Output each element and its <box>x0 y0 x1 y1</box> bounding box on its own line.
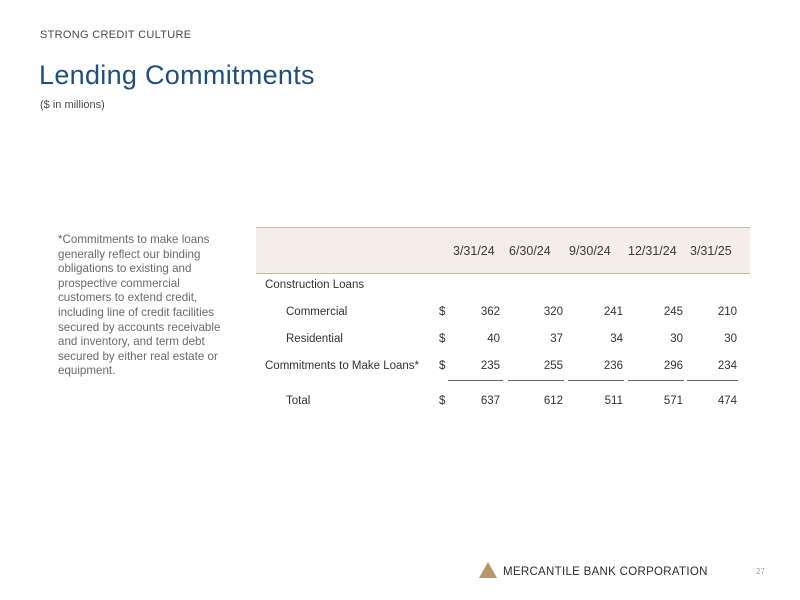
currency-symbol: $ <box>439 306 446 318</box>
row-label: Residential <box>286 333 343 345</box>
cell-value: 34 <box>610 333 623 345</box>
cell-value: 210 <box>717 306 737 318</box>
cell-value: 637 <box>480 395 500 407</box>
cell-value: 362 <box>480 306 500 318</box>
row-label: Commitments to Make Loans* <box>265 360 420 372</box>
cell-value: 37 <box>550 333 563 345</box>
cell-value: 511 <box>604 395 623 407</box>
table-row <box>256 333 750 353</box>
table-section-label: Construction Loans <box>265 279 365 291</box>
page-subtitle: ($ in millions) <box>40 99 105 111</box>
page-title: Lending Commitments <box>39 60 315 90</box>
row-label: Total <box>286 395 311 407</box>
row-label: Commercial <box>286 306 348 318</box>
cell-value: 235 <box>480 360 500 372</box>
cell-value: 241 <box>603 306 623 318</box>
cell-value: 236 <box>603 360 623 372</box>
subtotal-underline <box>508 380 564 381</box>
cell-value: 296 <box>663 360 683 372</box>
column-header: 3/31/24 <box>453 244 495 258</box>
subtotal-underline <box>628 380 684 381</box>
subtotal-underline <box>568 380 624 381</box>
column-header: 6/30/24 <box>509 244 551 258</box>
cell-value: 320 <box>543 306 563 318</box>
mountain-logo-icon <box>479 562 497 578</box>
table-row <box>256 360 750 380</box>
subtotal-underline <box>448 380 503 381</box>
column-header: 12/31/24 <box>628 244 677 258</box>
table-row-total <box>256 395 750 415</box>
cell-value: 234 <box>717 360 737 372</box>
cell-value: 30 <box>724 333 737 345</box>
cell-value: 40 <box>487 333 500 345</box>
column-header: 9/30/24 <box>569 244 611 258</box>
cell-value: 612 <box>543 395 563 407</box>
brand-name: MERCANTILE BANK CORPORATION <box>503 566 708 578</box>
subtotal-underline <box>687 380 738 381</box>
page-number: 27 <box>756 567 765 576</box>
cell-value: 30 <box>670 333 683 345</box>
cell-value: 245 <box>663 306 683 318</box>
section-kicker: STRONG CREDIT CULTURE <box>40 29 192 41</box>
cell-value: 571 <box>663 395 683 407</box>
footnote-text: *Commitments to make loans generally reflect our binding obligations to existing and prospective commercial customers to extend credit, including line of credit facilities secured by accounts receivable and inventory, and term debt secured by either real estate or equipment. <box>58 233 221 378</box>
currency-symbol: $ <box>439 333 446 345</box>
currency-symbol: $ <box>439 395 446 407</box>
column-header: 3/31/25 <box>690 244 732 258</box>
cell-value: 474 <box>717 395 737 407</box>
table-row <box>256 306 750 326</box>
currency-symbol: $ <box>439 360 446 372</box>
cell-value: 255 <box>543 360 563 372</box>
